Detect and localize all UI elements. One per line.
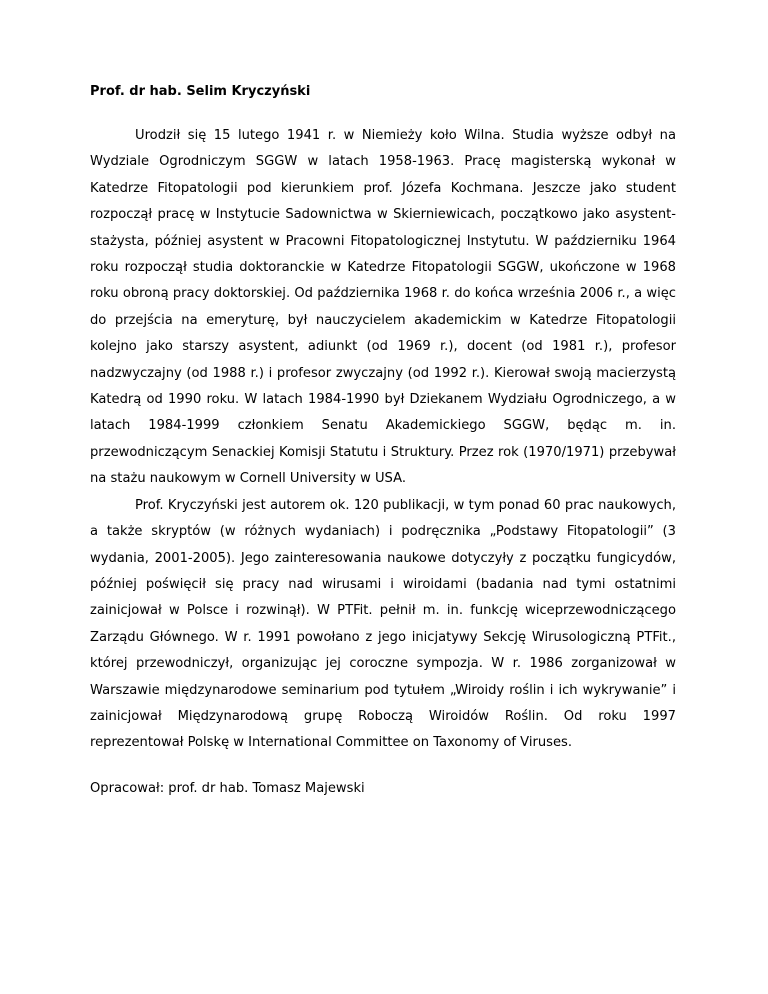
biography-paragraph-2: Prof. Kryczyński jest autorem ok. 120 publikacji, w tym ponad 60 prac naukowych, a także skryptów (w różnych wydaniach) i podręcznika „Podstawy Fitopatologii” (3 wydania, 2001-2005). Jego zainteresowania naukowe dotyczyły z początku fungicydów, później poświęcił się pracy nad wirusami i wiroidami (badania nad tymi ostatnimi zainicjował w Polsce i rozwinął). W PTFit. pełnił m. in. funkcję wiceprzewodniczącego Zarządu Głównego. W r. 1991 powołano z jego inicjatywy Sekcję Wirusologiczną PTFit., której przewodniczył, organizując jej coroczne sympozja. W r. 1986 zorganizował w Warszawie międzynarodowe seminarium pod tytułem „Wiroidy roślin i ich wykrywanie” i zainicjował Międzynarodową grupę Roboczą Wiroidów Roślin. Od roku 1997 reprezentował Polskę w International Committee on Taxonomy of Viruses. — [90, 497, 676, 751]
author-line: Opracował: prof. dr hab. Tomasz Majewski — [90, 780, 365, 796]
document-title: Prof. dr hab. Selim Kryczyński — [90, 84, 311, 99]
document-body — [90, 123, 676, 757]
biography-paragraph-1: Urodził się 15 lutego 1941 r. w Niemieży koło Wilna. Studia wyższe odbył na Wydziale Ogrodniczym SGGW w latach 1958-1963. Pracę magisterską wykonał w Katedrze Fitopatologii pod kierunkiem prof. Józefa Kochmana. Jeszcze jako student rozpoczął pracę w Instytucie Sadownictwa w Skierniewicach, początkowo jako asystent-stażysta, później asystent w Pracowni Fitopatologicznej Instytutu. W październiku 1964 roku rozpoczął studia doktoranckie w Katedrze Fitopatologii SGGW, ukończone w 1968 roku obroną pracy doktorskiej. Od października 1968 r. do końca września 2006 r., a więc do przejścia na emeryturę, był nauczycielem akademickim w Katedrze Fitopatologii kolejno jako starszy asystent, adiunkt (od 1969 r.), docent (od 1981 r.), profesor nadzwyczajny (od 1988 r.) i profesor zwyczajny (od 1992 r.). Kierował swoją macierzystą Katedrą od 1990 roku. W latach 1984-1990 był Dziekanem Wydziału Ogrodniczego, a w latach 1984-1999 członkiem Senatu Akademickiego SGGW, będąc m. in. przewodniczącym Senackiej Komisji Statutu i Struktury. Przez rok (1970/1971) przebywał na stażu naukowym w Cornell University w USA. — [90, 128, 676, 487]
document-page — [90, 82, 676, 799]
